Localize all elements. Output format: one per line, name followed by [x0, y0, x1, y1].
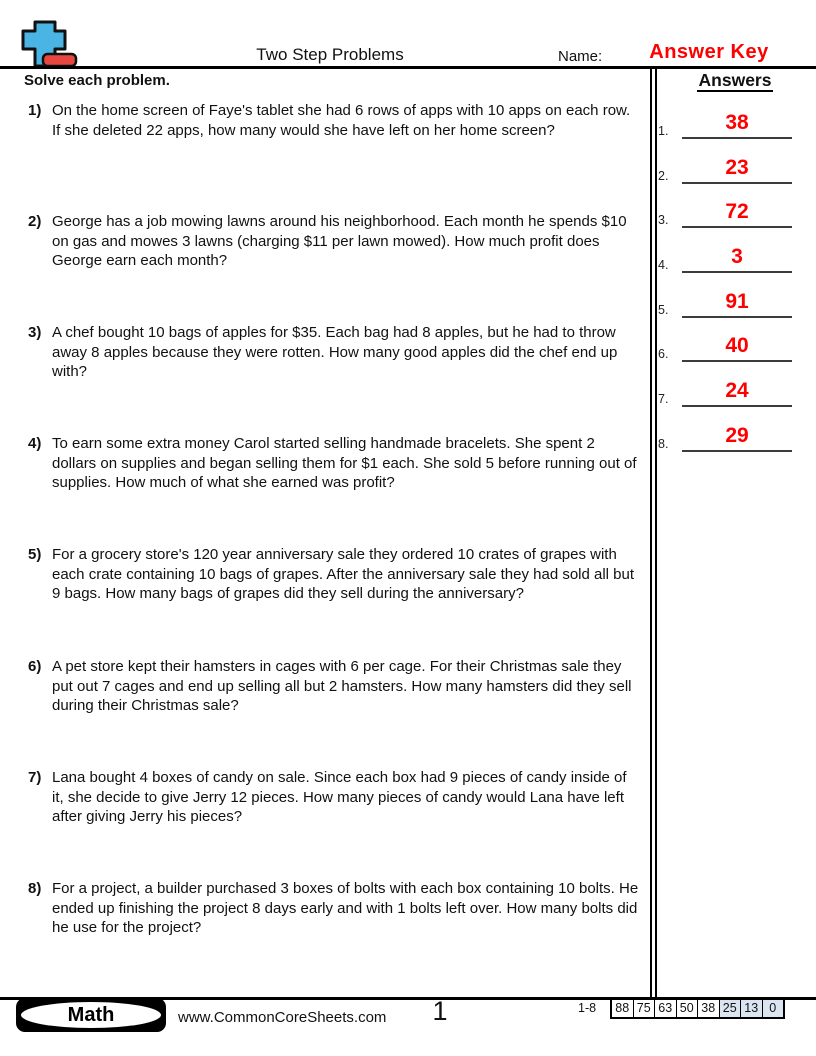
score-cell: 63 — [654, 1000, 676, 1017]
problem-number: 7) — [28, 769, 42, 786]
answer-row-6 — [656, 333, 792, 361]
answers-header: Answers — [698, 70, 772, 90]
answer-number: 6. — [658, 347, 669, 361]
problem-item-7 — [28, 768, 644, 827]
answer-line — [682, 182, 792, 184]
problem-item-5 — [28, 545, 644, 604]
problem-item-8 — [28, 879, 644, 938]
subject-badge — [16, 998, 166, 1032]
problem-text: For a project, a builder purchased 3 boxes of bolts with each box containing 10 bolts. He ended up finishing the project 8 days early and with 1 bolts left over. How many bolts did he use for the project? — [52, 880, 639, 936]
problem-text: George has a job mowing lawns around his neighborhood. Each month he spends $10 on gas and mowes 3 lawns (charging $11 per lawn mowed). How much profit does George earn each month? — [52, 213, 627, 269]
answer-value: 29 — [725, 424, 749, 447]
answer-line — [682, 316, 792, 318]
answer-row-1 — [656, 110, 792, 138]
answer-row-7 — [656, 378, 792, 406]
answer-number: 7. — [658, 392, 669, 406]
problem-item-3 — [28, 323, 644, 382]
answer-line — [682, 450, 792, 452]
problem-number: 5) — [28, 546, 42, 563]
score-cell: 75 — [633, 1000, 655, 1017]
score-cell: 25 — [719, 1000, 741, 1017]
answer-line — [682, 271, 792, 273]
answer-value: 38 — [725, 111, 749, 134]
answer-number: 2. — [658, 169, 669, 183]
answer-value: 91 — [725, 290, 749, 313]
problem-text: To earn some extra money Carol started selling handmade bracelets. She spent 2 dollars on supplies and began selling them for $1 each. She sold 5 before running out of supplies. How much of what she earned was profit? — [52, 435, 637, 491]
problem-item-6 — [28, 657, 644, 716]
score-cell: 38 — [697, 1000, 719, 1017]
answer-row-3 — [656, 199, 792, 227]
badge-label: Math — [67, 1003, 115, 1026]
plus-minus-icon — [14, 4, 80, 70]
answer-value: 72 — [725, 200, 749, 223]
problem-item-4 — [28, 434, 644, 493]
name-label: Name: — [558, 48, 603, 65]
instruction-text: Solve each problem. — [24, 72, 170, 89]
problem-number: 8) — [28, 880, 42, 897]
answer-key-value: Answer Key — [649, 41, 769, 63]
score-cell: 88 — [615, 1001, 630, 1015]
page-title: Two Step Problems — [256, 45, 404, 64]
problem-number: 6) — [28, 658, 42, 675]
answer-number: 3. — [658, 213, 669, 227]
answer-value: 24 — [725, 379, 749, 402]
score-range-label: 1-8 — [578, 1001, 597, 1015]
problem-number: 4) — [28, 435, 42, 452]
problem-text: On the home screen of Faye's tablet she had 6 rows of apps with 10 apps on each row. If she deleted 22 apps, how many would she have left on her home screen? — [52, 102, 631, 139]
answer-row-2 — [656, 155, 792, 183]
score-table — [610, 998, 785, 1019]
problem-number: 2) — [28, 213, 42, 230]
problem-number: 1) — [28, 102, 42, 119]
answer-value: 40 — [725, 334, 749, 357]
problem-number: 3) — [28, 324, 42, 341]
answer-line — [682, 137, 792, 139]
answer-value: 23 — [725, 156, 749, 179]
answer-line — [682, 226, 792, 228]
answer-value: 3 — [731, 245, 743, 268]
answer-row-4 — [656, 244, 792, 272]
problem-item-2 — [28, 212, 644, 271]
answer-number: 5. — [658, 303, 669, 317]
answer-number: 8. — [658, 437, 669, 451]
answer-number: 1. — [658, 124, 669, 138]
score-cell: 0 — [762, 1000, 784, 1017]
answer-line — [682, 405, 792, 407]
problem-text: Lana bought 4 boxes of candy on sale. Since each box had 9 pieces of candy inside of it, she decide to give Jerry 12 pieces. How many pieces of candy would Lana have left after giving Jerry his pieces? — [52, 769, 627, 825]
commoncoresheets-logo — [14, 4, 80, 75]
score-cell: 13 — [740, 1000, 762, 1017]
problem-text: A pet store kept their hamsters in cages with 6 per cage. For their Christmas sale they put out 7 cages and end up selling all but 2 hamsters. How many hamsters did they sell during their Christmas sale? — [52, 658, 632, 714]
problem-text: A chef bought 10 bags of apples for $35. Each bag had 8 apples, but he had to throw away 8 apples because they were rotten. How many good apples did the chef end up with? — [52, 324, 618, 380]
website-url: www.CommonCoreSheets.com — [178, 1009, 387, 1026]
answer-row-8 — [656, 423, 792, 451]
header-rule — [0, 66, 816, 69]
answer-row-5 — [656, 289, 792, 317]
problem-text: For a grocery store's 120 year anniversary sale they ordered 10 crates of grapes with each crate containing 10 bags of grapes. After the anniversary sale they had sold all but 9 bags. How many bags of grapes did they sell during the anniversary? — [52, 546, 635, 602]
problem-item-1 — [28, 101, 644, 140]
answer-number: 4. — [658, 258, 669, 272]
score-cell: 50 — [676, 1000, 698, 1017]
page-number: 1 — [432, 996, 448, 1026]
answer-line — [682, 360, 792, 362]
